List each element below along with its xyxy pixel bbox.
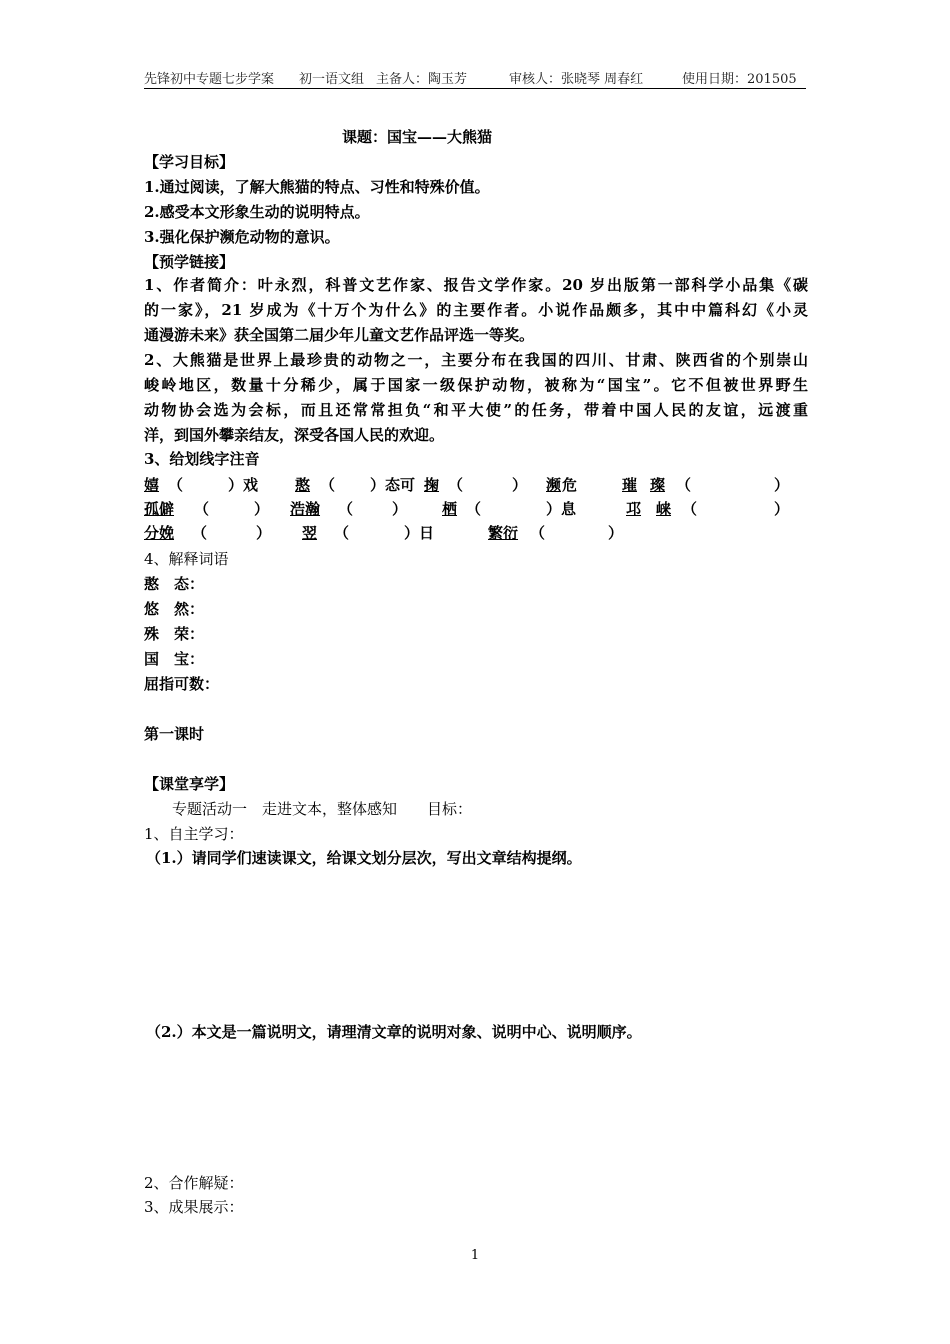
answer-paren: ） xyxy=(254,500,270,518)
paragraph-line: 1、作者简介：叶永烈，科普文艺作家、报告文学作家。20 岁出版第一部科学小品集《碳 xyxy=(144,276,808,294)
question-2: （2.）本文是一篇说明文，请理清文章的说明对象、说明中心、说明顺序。 xyxy=(146,1023,642,1041)
answer-paren: （ xyxy=(466,500,482,518)
header-date: 使用日期：201505 xyxy=(682,72,797,87)
answer-paren: （ xyxy=(682,500,698,518)
answer-paren: （ xyxy=(338,500,354,518)
answer-paren: （ xyxy=(676,476,692,494)
goal-item: 3.强化保护濒危动物的意识。 xyxy=(144,228,340,246)
header-preparer: 主备人：陶玉芳 xyxy=(376,72,468,87)
underlined-char: 掬 xyxy=(424,476,440,494)
panda-intro-paragraph xyxy=(144,348,808,448)
underlined-char: 邛 xyxy=(626,500,642,518)
underlined-word: 浩瀚 xyxy=(290,500,321,518)
goal-item: 1.通过阅读，了解大熊猫的特点、习性和特殊价值。 xyxy=(144,178,490,196)
answer-paren: （ xyxy=(448,476,464,494)
question-1: （1.）请同学们速读课文，给课文划分层次，写出文章结构提纲。 xyxy=(146,849,582,867)
paragraph-line: 洋，到国外攀亲结友，深受各国人民的欢迎。 xyxy=(144,426,445,444)
vocab-heading: 4、解释词语 xyxy=(144,550,229,568)
header-school: 先锋初中专题七步学案 xyxy=(144,72,275,87)
word-text: ） xyxy=(512,476,528,494)
answer-paren: ） xyxy=(608,524,624,542)
vocab-item: 憨 态： xyxy=(144,575,205,593)
underlined-word: 繁衍 xyxy=(488,524,519,542)
underlined-word: 孤僻 xyxy=(144,500,175,518)
author-intro-paragraph xyxy=(144,273,808,348)
answer-paren: （ xyxy=(334,524,350,542)
activity-line: 专题活动一 走进文本，整体感知 目标： xyxy=(172,800,473,818)
answer-paren: ） xyxy=(774,500,790,518)
preview-heading: 【预学链接】 xyxy=(144,253,235,271)
underlined-char: 崃 xyxy=(656,500,672,518)
results-line: 3、成果展示： xyxy=(144,1198,244,1216)
header-group: 初一语文组 xyxy=(299,72,365,87)
lesson-period: 第一课时 xyxy=(144,725,205,743)
underlined-word: 分娩 xyxy=(144,524,175,542)
paragraph-line: 2、大熊猫是世界上最珍贵的动物之一，主要分布在我国的四川、甘肃、陕西省的个别崇山 xyxy=(144,351,808,369)
underlined-char: 璨 xyxy=(650,476,666,494)
goals-heading: 【学习目标】 xyxy=(144,153,235,171)
underlined-char: 翌 xyxy=(302,524,318,542)
goal-item: 2.感受本文形象生动的说明特点。 xyxy=(144,203,370,221)
classroom-heading: 【课堂享学】 xyxy=(144,775,235,793)
paragraph-line: 通漫游未来》获全国第二届少年儿童文艺作品评选一等奖。 xyxy=(144,326,535,344)
paragraph-line: 动物协会选为会标，而且还常常担负“和平大使”的任务，带着中国人民的友谊，远渡重 xyxy=(144,401,808,419)
underlined-char: 嬉 xyxy=(144,476,160,494)
word-text: ）戏 xyxy=(228,476,259,494)
header-reviewer: 审核人：张晓琴 周春红 xyxy=(509,72,644,87)
answer-paren: （ xyxy=(530,524,546,542)
answer-paren: ） xyxy=(774,476,790,494)
answer-paren: （ xyxy=(320,476,336,494)
page-number: 1 xyxy=(470,1248,480,1263)
paragraph-line: 的一家》，21 岁成为《十万个为什么》的主要作者。小说作品颇多，其中中篇科幻《小灵 xyxy=(144,301,808,319)
answer-paren: （ xyxy=(194,500,210,518)
word-text: ）日 xyxy=(404,524,435,542)
vocab-item: 屈指可数： xyxy=(144,675,220,693)
paragraph-line: 峻岭地区，数量十分稀少，属于国家一级保护动物，被称为“国宝”。它不但被世界野生 xyxy=(144,376,808,394)
answer-paren: ） xyxy=(256,524,272,542)
answer-paren: ） xyxy=(392,500,408,518)
underlined-char: 憨 xyxy=(295,476,311,494)
self-study-line: 1、自主学习： xyxy=(144,825,244,843)
answer-paren: （ xyxy=(192,524,208,542)
underlined-char: 璀 xyxy=(622,476,638,494)
word-text: ）态可 xyxy=(370,476,416,494)
cooperation-line: 2、合作解疑： xyxy=(144,1174,244,1192)
page-header xyxy=(144,66,806,89)
underlined-char: 濒 xyxy=(546,476,562,494)
answer-paren: （ xyxy=(168,476,184,494)
word-text: 危 xyxy=(562,476,578,494)
underlined-char: 栖 xyxy=(442,500,458,518)
vocab-item: 悠 然： xyxy=(144,600,205,618)
pinyin-heading: 3、给划线字注音 xyxy=(144,450,260,468)
vocab-item: 国 宝： xyxy=(144,650,205,668)
vocab-item: 殊 荣： xyxy=(144,625,205,643)
lesson-title: 课题：国宝——大熊猫 xyxy=(342,128,493,146)
word-text: ）息 xyxy=(546,500,577,518)
